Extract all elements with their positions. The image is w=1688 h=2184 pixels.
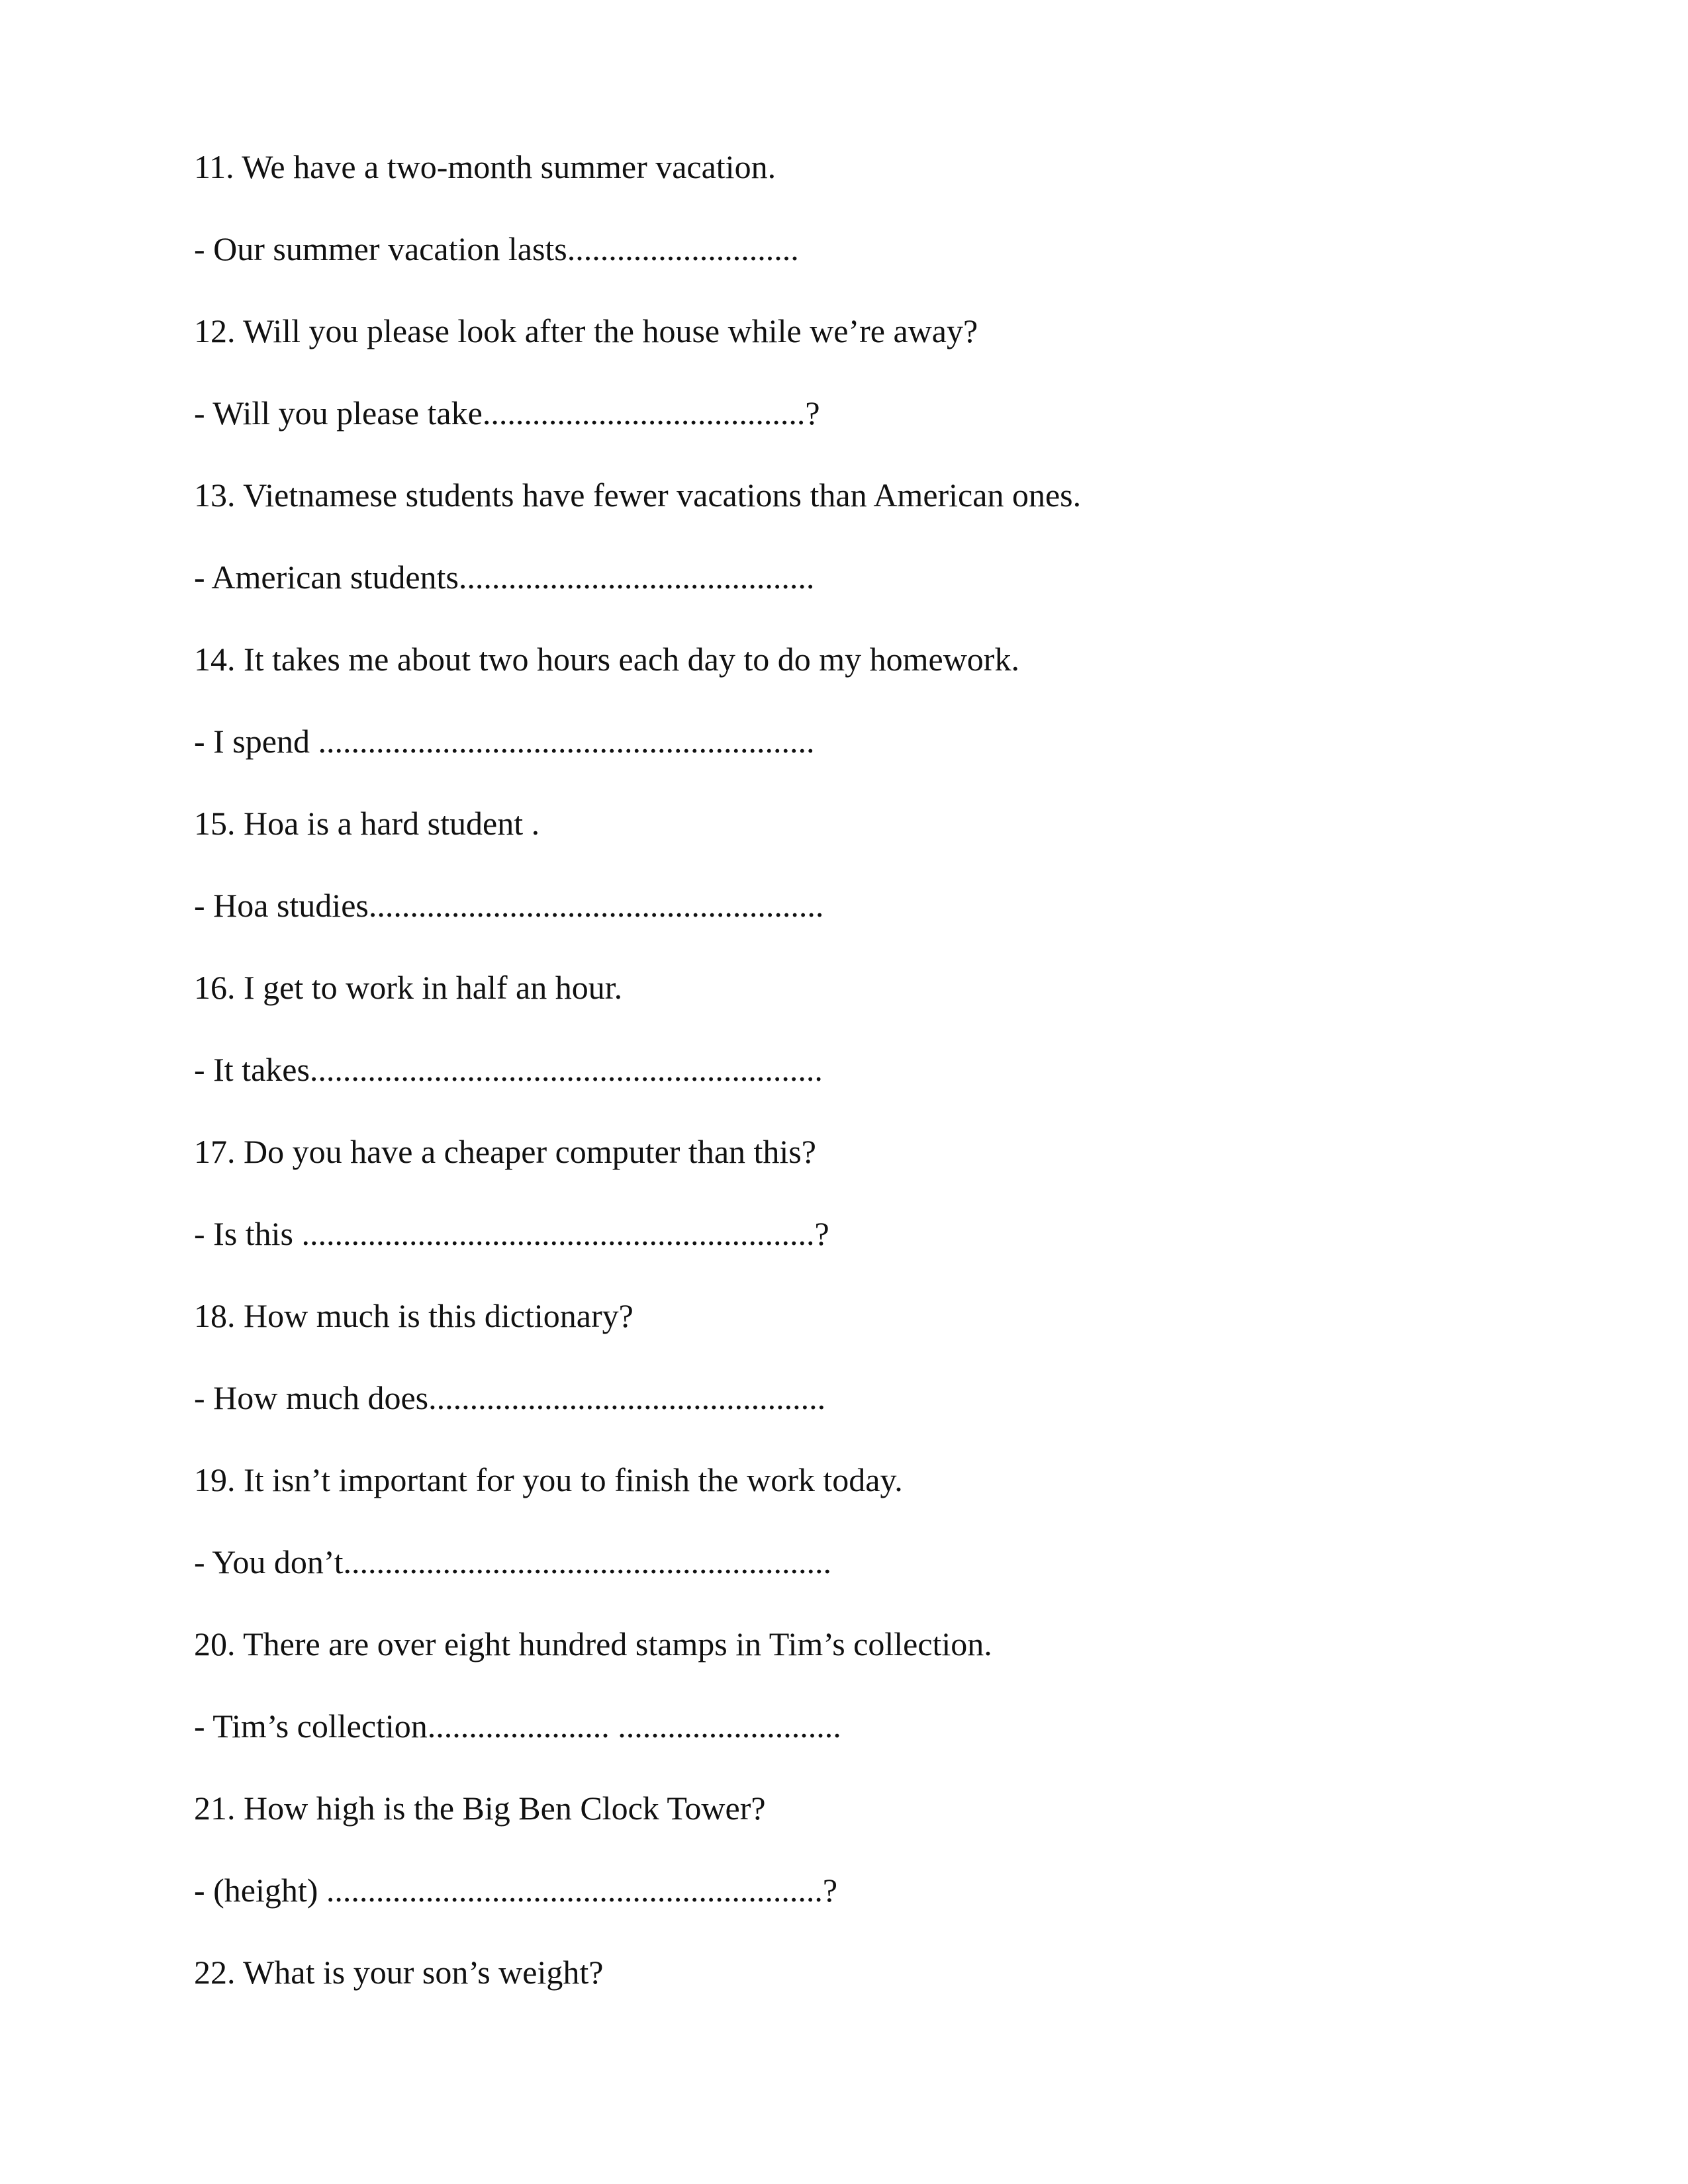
question-17: 17. Do you have a cheaper computer than this? xyxy=(194,1133,816,1170)
rewrite-11: - Our summer vacation lasts............................ xyxy=(194,230,799,267)
question-20: 20. There are over eight hundred stamps in Tim’s collection. xyxy=(194,1625,992,1662)
question-21: 21. How high is the Big Ben Clock Tower? xyxy=(194,1790,766,1827)
question-11: 11. We have a two-month summer vacation. xyxy=(194,148,776,185)
rewrite-17: - Is this ..............................................................? xyxy=(194,1215,829,1252)
question-22: 22. What is your son’s weight? xyxy=(194,1954,604,1991)
rewrite-21: - (height) ............................................................? xyxy=(194,1872,838,1909)
question-19: 19. It isn’t important for you to finish the work today. xyxy=(194,1461,903,1498)
rewrite-20: - Tim’s collection...................... ........................... xyxy=(194,1707,841,1745)
rewrite-18: - How much does................................................ xyxy=(194,1379,826,1416)
rewrite-16: - It takes.............................................................. xyxy=(194,1051,823,1088)
question-16: 16. I get to work in half an hour. xyxy=(194,969,623,1006)
question-13: 13. Vietnamese students have fewer vacations than American ones. xyxy=(194,477,1082,514)
exercise-list xyxy=(194,147,1518,2034)
question-14: 14. It takes me about two hours each day to do my homework. xyxy=(194,641,1019,678)
rewrite-15: - Hoa studies....................................................... xyxy=(194,887,824,924)
rewrite-14: - I spend ............................................................ xyxy=(194,723,815,760)
question-15: 15. Hoa is a hard student . xyxy=(194,805,540,842)
rewrite-13: - American students........................................... xyxy=(194,559,815,596)
question-18: 18. How much is this dictionary? xyxy=(194,1297,633,1334)
rewrite-12: - Will you please take.......................................? xyxy=(194,394,820,432)
question-12: 12. Will you please look after the house while we’re away? xyxy=(194,312,978,349)
rewrite-19: - You don’t........................................................... xyxy=(194,1543,832,1580)
